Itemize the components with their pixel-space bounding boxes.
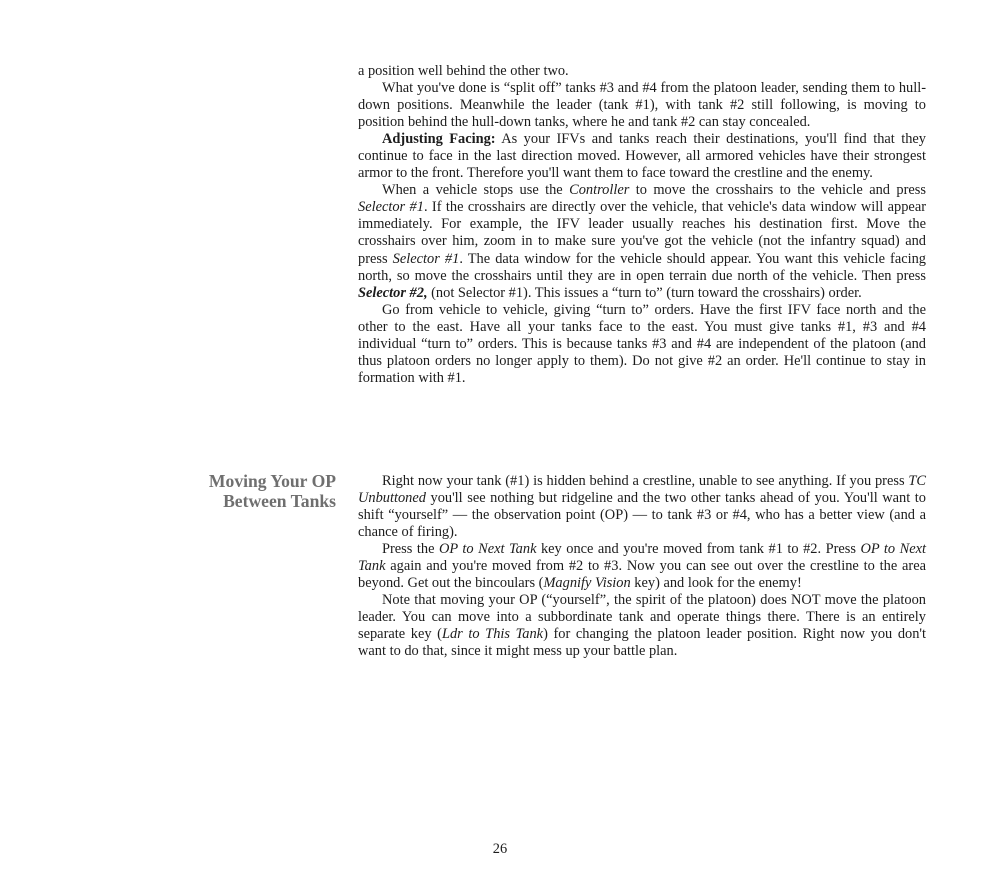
- paragraph: [358, 131, 926, 182]
- side-heading-line: Moving Your OP: [208, 471, 336, 491]
- side-heading-line: Between Tanks: [223, 491, 336, 511]
- key-name: Selector #1: [358, 199, 424, 216]
- section-adjusting-facing: [358, 63, 926, 387]
- key-name: Selector #1: [392, 250, 460, 267]
- paragraph: [358, 541, 926, 592]
- key-name: Magnify Vision: [543, 575, 631, 592]
- paragraph: a position well behind the other two.: [358, 63, 569, 79]
- key-name-bold: Selector #2,: [358, 284, 428, 301]
- key-name: TC Unbuttoned: [358, 473, 926, 507]
- text: you'll see nothing but ridgeline and the two other tanks ahead of you. You'll want to shift “yourself” — the observation point (OP) — to tank #3 or #4, who has a better view (and a chance of firing).: [358, 490, 926, 541]
- text: ) for changing the platoon leader position. Right now you don't want to do that, since it might mess up your battle plan.: [358, 626, 927, 660]
- text: key once and you're moved from tank #1 to #2. Press: [536, 541, 861, 558]
- text: to move the crosshairs to the vehicle and press: [629, 182, 926, 199]
- paragraph: Go from vehicle to vehicle, giving “turn to” orders. Have the first IFV face north and the other to the east. Have all your tanks face to the east. You must give tanks #1, #3 and #4 individual “turn to” orders. This is because tanks #3 and #4 are independent of the platoon (and thus platoon orders no longer apply to them). Do not give #2 an order. He'll continue to stay in formation with #1.: [358, 301, 926, 386]
- text: key) and look for the enemy!: [630, 575, 802, 592]
- paragraph: [358, 182, 926, 301]
- paragraph: What you've done is “split off” tanks #3 and #4 from the platoon leader, sending them to hull-down positions. Meanwhile the leader (tank #1), with tank #2 still following, is moving to position behind the hull-down tanks, where he and tank #2 can stay concealed.: [358, 80, 926, 131]
- paragraph-text: As your IFVs and tanks reach their destinations, you'll find that they continue to face in the last direction moved. However, all armored vehicles have their strongest armor to the front. Therefore you'll want them to face toward the crestline and the enemy.: [358, 131, 926, 182]
- text: again and you're moved from #2 to #3. Now you can see out over the crestline to the area beyond. Get out the bincoulars (: [358, 558, 926, 592]
- text: When a vehicle stops use the: [382, 182, 570, 199]
- key-name: OP to Next Tank: [438, 541, 537, 558]
- section-moving-op: [358, 473, 926, 661]
- text: Press the: [382, 541, 439, 558]
- text: Note that moving your OP (“yourself”, the spirit of the platoon) does NOT move the platoon leader. You can move into a subbordinate tank and operate things there. There is an entirely separate key (: [358, 592, 926, 643]
- side-heading: [150, 471, 336, 511]
- run-in-heading: Adjusting Facing:: [382, 131, 496, 148]
- text: . The data window for the vehicle should appear. You want this vehicle facing north, so move the crosshairs until they are in open terrain due north of the vehicle. Then press: [358, 250, 926, 284]
- key-name: Ldr to This Tank: [441, 626, 544, 643]
- text: Right now your tank (#1) is hidden behind a crestline, unable to see anything. If you press: [382, 473, 909, 489]
- page-number: 26: [492, 841, 508, 857]
- text: (not Selector #1). This issues a “turn to” (turn toward the crosshairs) order.: [427, 284, 862, 301]
- key-name: OP to Next Tank: [358, 541, 926, 575]
- text: . If the crosshairs are directly over the vehicle, that vehicle's data window will appear immediately. For example, the IFV leader usually reaches his destination first. Move the crosshairs over him, zoom in to make sure you've got the vehicle (not the infantry squad) and press: [358, 199, 926, 267]
- key-name: Controller: [569, 182, 630, 199]
- paragraph: [358, 592, 926, 660]
- paragraph: [358, 473, 926, 541]
